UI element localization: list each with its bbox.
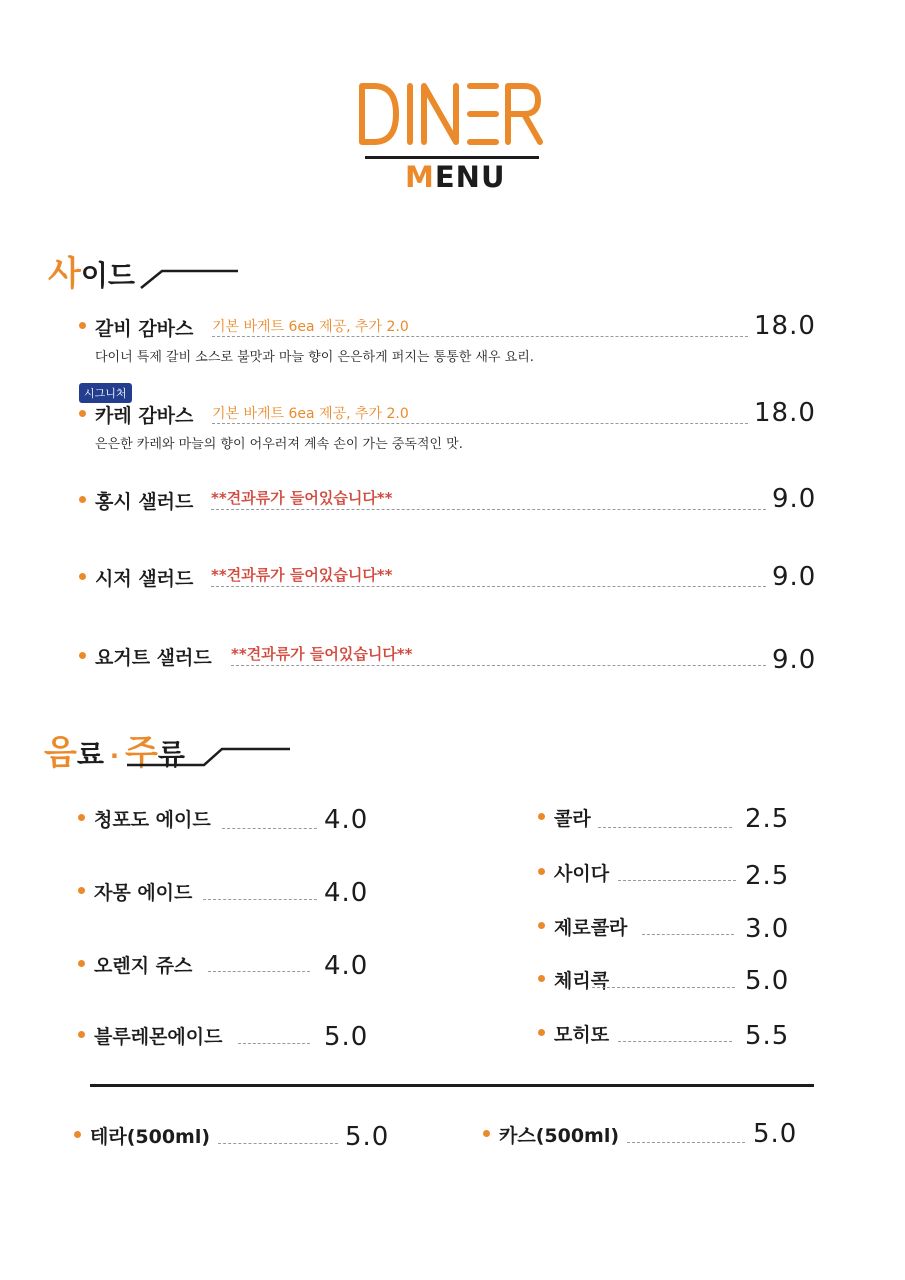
leader-dots: [618, 1041, 732, 1042]
leader-dots: [598, 827, 732, 828]
section-title-side-underline: [140, 268, 240, 290]
drink-name: 콜라: [554, 808, 591, 830]
drink-price: 3.0: [745, 914, 790, 944]
leader-dots: [212, 423, 748, 424]
drink-price: 5.0: [324, 1022, 369, 1052]
drink-name: 체리콕: [554, 970, 610, 992]
leader-dots: [208, 971, 310, 972]
leader-dots: [218, 1143, 338, 1144]
item-name: 갈비 감바스: [95, 318, 194, 340]
leader-dots: [592, 987, 735, 988]
drink-price: 2.5: [745, 804, 790, 834]
section-title-drinks-underline: [126, 746, 292, 768]
item-description: 은은한 카레와 마늘의 향이 어우러져 계속 손이 가는 중독적인 맛.: [95, 437, 463, 452]
item-name: 홍시 샐러드: [95, 491, 194, 513]
signature-badge: 시그니처: [79, 383, 132, 403]
item-allergy-note: **견과류가 들어있습니다**: [211, 489, 393, 507]
leader-dots: [211, 586, 766, 587]
leader-dots: [222, 828, 317, 829]
item-price: 9.0: [772, 562, 817, 592]
bullet-icon: [538, 1029, 545, 1036]
drink-name: 오렌지 쥬스: [94, 955, 193, 977]
drink-price: 5.0: [345, 1122, 390, 1152]
drink-price: 4.0: [324, 951, 369, 981]
logo-underline: [365, 156, 539, 159]
logo-menu-text: MENU: [405, 160, 506, 194]
drink-price: 4.0: [324, 805, 369, 835]
bullet-icon: [79, 496, 86, 503]
bullet-icon: [538, 922, 545, 929]
drink-name: 사이다: [554, 863, 610, 885]
drink-name: 블루레몬에이드: [94, 1026, 223, 1048]
item-price: 18.0: [754, 398, 816, 428]
section-divider: [90, 1084, 814, 1087]
drink-price: 5.5: [745, 1021, 790, 1051]
item-name: 시저 샐러드: [95, 568, 194, 590]
bullet-icon: [79, 652, 86, 659]
drink-name: 테라(500ml): [90, 1126, 211, 1148]
section-title-side: 사이드: [48, 254, 135, 294]
drink-name: 카스(500ml): [499, 1125, 620, 1147]
item-name: 요거트 샐러드: [95, 647, 212, 669]
bullet-icon: [538, 813, 545, 820]
bullet-icon: [79, 410, 86, 417]
drink-name: 자몽 에이드: [94, 882, 193, 904]
leader-dots: [211, 509, 766, 510]
bullet-icon: [538, 975, 545, 982]
leader-dots: [203, 899, 317, 900]
item-price: 9.0: [772, 645, 817, 675]
item-price: 9.0: [772, 484, 817, 514]
leader-dots: [238, 1043, 310, 1044]
item-note: 기본 바게트 6ea 제공, 추가 2.0: [212, 319, 409, 335]
drink-price: 2.5: [745, 861, 790, 891]
bullet-icon: [78, 814, 85, 821]
drink-price: 4.0: [324, 878, 369, 908]
drink-name: 모히또: [554, 1024, 610, 1046]
leader-dots: [642, 934, 734, 935]
bullet-icon: [78, 960, 85, 967]
diner-logo-mark: [358, 82, 544, 146]
leader-dots: [212, 336, 748, 337]
item-name: 카레 감바스: [95, 405, 194, 427]
item-price: 18.0: [754, 311, 816, 341]
bullet-icon: [79, 322, 86, 329]
bullet-icon: [78, 887, 85, 894]
bullet-icon: [78, 1031, 85, 1038]
bullet-icon: [74, 1131, 81, 1138]
item-allergy-note: **견과류가 들어있습니다**: [231, 645, 413, 663]
drink-price: 5.0: [753, 1119, 798, 1149]
drink-name: 제로콜라: [554, 917, 628, 939]
item-note: 기본 바게트 6ea 제공, 추가 2.0: [212, 406, 409, 422]
leader-dots: [627, 1142, 745, 1143]
drink-name: 청포도 에이드: [94, 809, 211, 831]
drink-price: 5.0: [745, 966, 790, 996]
leader-dots: [231, 665, 766, 666]
leader-dots: [618, 880, 736, 881]
bullet-icon: [538, 868, 545, 875]
bullet-icon: [79, 573, 86, 580]
item-allergy-note: **견과류가 들어있습니다**: [211, 566, 393, 584]
bullet-icon: [483, 1130, 490, 1137]
item-description: 다이너 특제 갈비 소스로 불맛과 마늘 향이 은은하게 퍼지는 통통한 새우 요리.: [95, 350, 534, 365]
section-title-drinks: 음료 · 주류: [44, 733, 185, 773]
